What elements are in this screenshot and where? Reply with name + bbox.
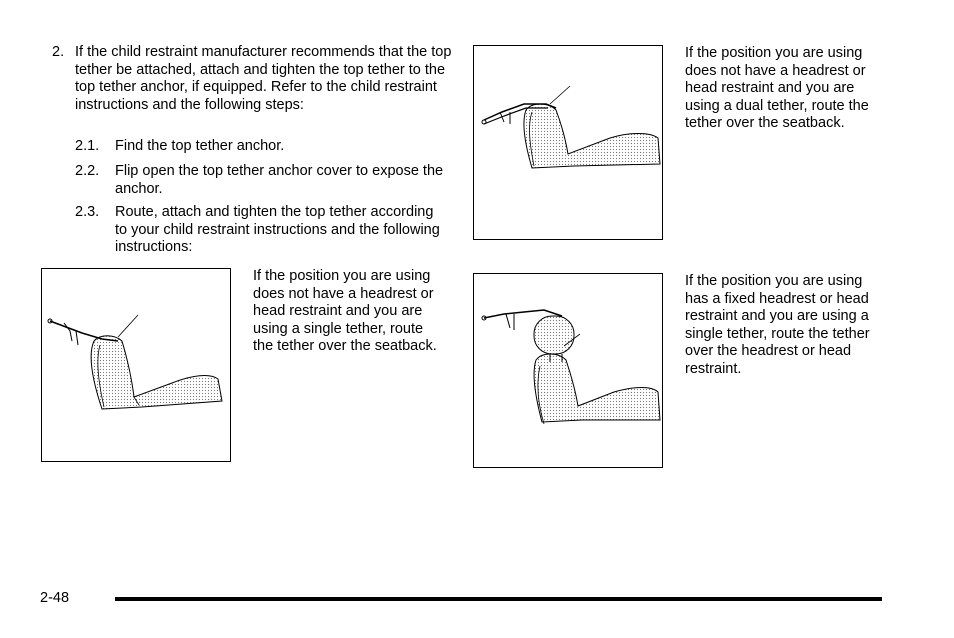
figure-caption: If the position you are using has a fixed headrest or head restraint and you are using a single tether, route the tether over the headrest or head restraint. xyxy=(685,273,870,377)
substep-text: Flip open the top tether anchor cover to expose the anchor. xyxy=(115,163,444,197)
substep-text: Find the top tether anchor. xyxy=(115,138,285,154)
page-number: 2-48 xyxy=(40,590,70,606)
figure-single-tether-fixed-headrest xyxy=(473,273,663,468)
step-number: 2. xyxy=(52,44,65,60)
substep-number: 2.2. xyxy=(75,163,100,179)
substep-text: Route, attach and tighten the top tether according to your child restraint instructions and the following instructions: xyxy=(115,204,440,256)
seat-tether-illustration xyxy=(474,274,664,469)
figure-caption: If the position you are using does not have a headrest or head restraint and you are using a single tether, route the tether over the seatback. xyxy=(253,268,437,355)
substep-number: 2.3. xyxy=(75,204,100,220)
seat-tether-illustration xyxy=(474,46,664,241)
seat-tether-illustration xyxy=(42,269,232,463)
footer-rule xyxy=(115,597,882,601)
figure-dual-tether-no-headrest xyxy=(473,45,663,240)
substep-number: 2.1. xyxy=(75,138,100,154)
figure-caption: If the position you are using does not have a headrest or head restraint and you are using a dual tether, route the tether over the seatback. xyxy=(685,45,869,132)
figure-single-tether-no-headrest xyxy=(41,268,231,462)
step-text: If the child restraint manufacturer recommends that the top tether be attached, attach and tighten the top tether to the top tether anchor, if equipped. Refer to the child restraint instructions and the following steps: xyxy=(75,44,452,113)
